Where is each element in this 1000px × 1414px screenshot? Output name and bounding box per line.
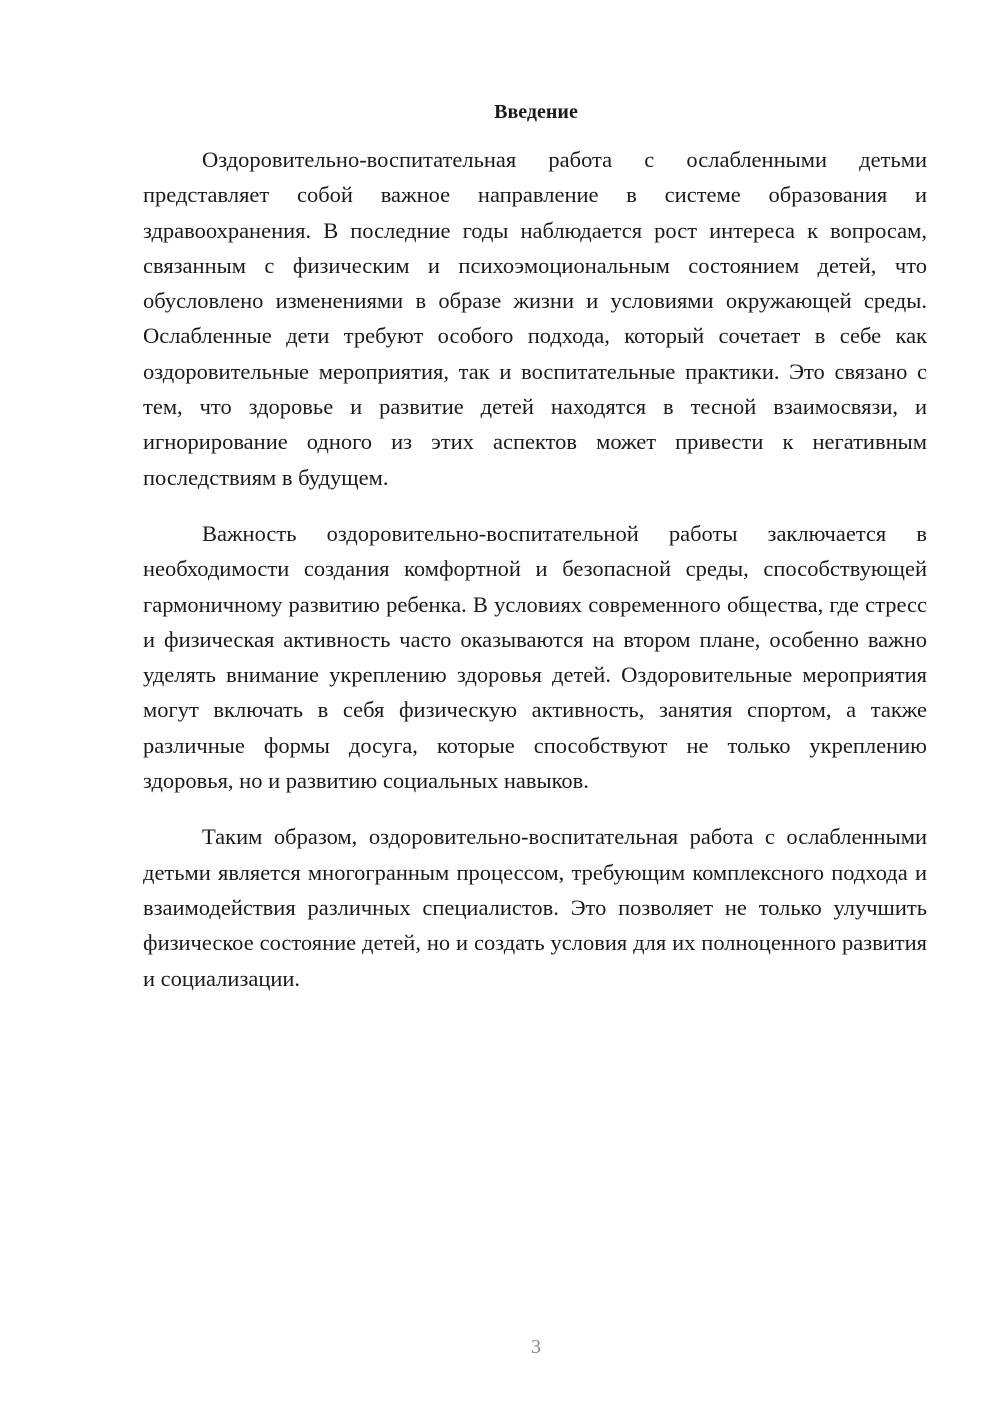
paragraph-2: Важность оздоровительно-воспитательной работы заключается в необходимости создания комфортной и безопасной среды, способствующей гармоничному развитию ребенка. В условиях современного общества, где стресс и физическая активность часто оказываются на втором плане, особенно важно уделять внимание укреплению здоровья детей. Оздоровительные мероприятия могут включать в себя физическую активность, занятия спортом, а также различные формы досуга, которые способствуют не только укреплению здоровья, но и развитию социальных навыков. (143, 520, 927, 794)
document-body (143, 142, 927, 1017)
page-number: 3 (531, 1336, 541, 1358)
paragraph-1: Оздоровительно-воспитательная работа с ослабленными детьми представляет собой важное направление в системе образования и здравоохранения. В последние годы наблюдается рост интереса к вопросам, связанным с физическим и психоэмоциональным состоянием детей, что обусловлено изменениями в образе жизни и условиями окружающей среды. Ослабленные дети требуют особого подхода, который сочетает в себе как оздоровительные мероприятия, так и воспитательные практики. Это связано с тем, что здоровье и развитие детей находятся в тесной взаимосвязи, и игнорирование одного из этих аспектов может привести к негативным последствиям в будущем. (143, 147, 927, 490)
page-title: Введение (494, 101, 578, 123)
paragraph-3: Таким образом, оздоровительно-воспитательная работа с ослабленными детьми является многогранным процессом, требующим комплексного подхода и взаимодействия различных специалистов. Это позволяет не только улучшить физическое состояние детей, но и создать условия для их полноценного развития и социализации. (143, 824, 927, 991)
